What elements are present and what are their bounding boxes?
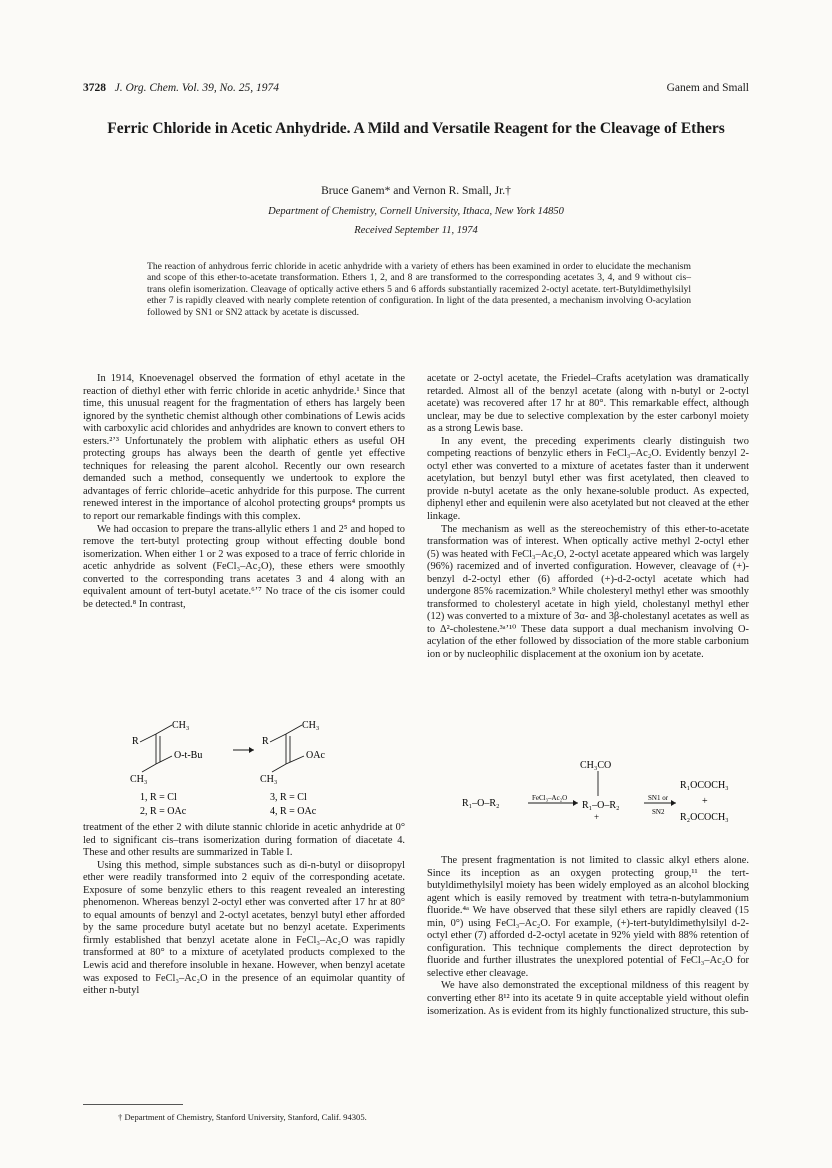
methyl-label: CH₃ xyxy=(172,720,190,731)
arrow-head xyxy=(573,800,578,806)
left-column-continued xyxy=(83,822,405,998)
compound-label-3: 3, R = Cl xyxy=(270,792,307,803)
article-title: Ferric Chloride in Acetic Anhydride. A Mild and Versatile Reagent for the Cleavage of Ethers xyxy=(107,120,725,137)
acetate-group-label: OAc xyxy=(306,750,325,761)
abstract: The reaction of anhydrous ferric chloride in acetic anhydride with a variety of ethers has been examined in order to elucidate the mechanism and scope of this ether-to-acetate transformation. Ethers 1, 2, and 8 are transformed to the corresponding acetates 3, 4, and 9 without cis–trans olefin isomerization. Cleavage of optically active ethers 5 and 6 affords substantially racemized 2-octyl acetate. tert-Butyldimethylsilyl ether 7 is rapidly cleaved with nearly complete retention of configuration. In light of the data presented, a mechanism involving O-acylation followed by SN1 or SN2 attack by acetate is discussed. xyxy=(147,261,691,318)
compound-label-1: 1, R = Cl xyxy=(140,792,177,803)
running-header xyxy=(83,82,749,98)
compound-label-4: 4, R = OAc xyxy=(270,806,317,817)
header-citation xyxy=(83,82,279,94)
r-group-label: R xyxy=(132,736,139,747)
structure-ether xyxy=(130,720,202,785)
plus-sign: + xyxy=(702,796,708,807)
product-acetate-1: R₁OCOCH₃ xyxy=(680,780,729,791)
structure-acetate xyxy=(260,720,325,785)
scheme-allylic-ethers xyxy=(130,720,370,818)
footnote: † Department of Chemistry, Stanford University, Stanford, Calif. 94305. xyxy=(118,1112,367,1122)
paragraph: We had occasion to prepare the trans-allylic ethers 1 and 2⁵ and hoped to remove the tert-butyl protecting group without effecting double bond isomerization. When either 1 or 2 was exposed to a trace of ferric chloride in acetic anhydride as solvent (FeCl₃–Ac₂O), these ethers were smoothly converted to the corresponding trans acetates 3 and 4 along with an equivalent amount of tert-butyl acetate.⁶ʼ⁷ No trace of the cis isomer could be detected.⁸ In contrast, xyxy=(83,523,405,610)
pathway-label: SN1 or xyxy=(648,794,669,802)
paragraph: The present fragmentation is not limited to classic alkyl ethers alone. Since its inception as an oxygen protecting group,¹¹ the tert-butyldimethylsilyl moiety has been widely employed as an alcohol blocking agent which is easily removed by treatment with tetra-n-butylammonium fluoride.⁴ᵃ We have observed that these silyl ethers are rapidly cleaved (15 min, 0°) using FeCl₃–Ac₂O. For example, (+)-tert-butyldimethylsilyl d-2-octyl ether (7) afforded d-2-octyl acetate in 92% yield with 88% retention of configuration. This technique complements the direct deprotection by fluoride and further illustrates the unexplored potential of FeCl₃–Ac₂O for selective ether cleavage. xyxy=(427,855,749,979)
reagent-label: FeCl₃–Ac₂O xyxy=(532,794,568,802)
paragraph: treatment of the ether 2 with dilute stannic chloride in acetic anhydride at 0° led to significant cis–trans isomerization during formation of diacetate 4. These and other results are summarized in Table I. xyxy=(83,822,405,859)
affiliation: Department of Chemistry, Cornell University, Ithaca, New York 14850 xyxy=(268,206,564,217)
journal-name: J. Org. Chem. xyxy=(114,82,180,94)
footnote-divider xyxy=(83,1104,183,1105)
authors: Bruce Ganem* and Vernon R. Small, Jr.† xyxy=(321,185,511,197)
arrow-head xyxy=(671,800,676,806)
product-acetate-2: R₂OCOCH₃ xyxy=(680,812,729,823)
paragraph: In any event, the preceding experiments clearly distinguish two competing reactions of benzylic ethers in FeCl₃–Ac₂O. Evidently benzyl 2-octyl ether was converted to a mixture of acetates faster than it underwent acetylation, but benzyl butyl ether was first acetylated, then cleaved to provide n-butyl acetate as the only hexane-soluble product. As expected, diphenyl ether and equilenin were also acetylated but not cleaved at the ether linkage. xyxy=(427,435,749,523)
paragraph: In 1914, Knoevenagel observed the formation of ethyl acetate in the reaction of diethyl ether with ferric chloride in acetic anhydride.¹ Since that time, this unusual reagent for the fragmentation of ethers has largely been ignored by the synthetic chemist although other combinations of Lewis acids with carboxylic acid chlorides and anhydrides are known to convert ethers to esters.²ʼ³ Unfortunately the problem with aliphatic ethers as useful OH protecting groups has always been the dearth of gentle yet effective techniques for releasing the parent alcohol. Recently our own research demanded such a method, consequently we undertook to explore the advantages of ferric chloride–acetic anhydride for this purpose. The current renewed interest in the importance of alcohol protecting groups⁴ prompts us to report our remarkable findings with this complex. xyxy=(83,373,405,523)
running-authors: Ganem and Small xyxy=(666,82,749,94)
compound-label-2: 2, R = OAc xyxy=(140,806,187,817)
right-column-continued xyxy=(427,855,749,1018)
paragraph: We have also demonstrated the exceptional mildness of this reagent by converting ether 8¹² into its acetate 9 in quite acceptable yield without olefin isomerization. As is evident from its highly functionalized structure, this sub- xyxy=(427,980,749,1017)
methyl-label: CH₃ xyxy=(302,720,320,731)
r-group-label: R xyxy=(262,736,269,747)
scheme-mechanism xyxy=(462,758,762,838)
methyl-label: CH₃ xyxy=(130,774,148,785)
paragraph: Using this method, simple substances such as di-n-butyl or diisopropyl ether were readily transformed into 2 equiv of the corresponding acetate. Exposure of some benzylic ethers to this reagent revealed an interesting phenomenon. Whereas benzyl 2-octyl ether was converted after 17 hr at 80° to equal amounts of benzyl and 2-octyl acetates, benzyl butyl ether afforded by the same procedure butyl acetate but no benzyl acetate. Experiments firmly established that benzyl acetate alone in FeCl₃–Ac₂O was rapidly transformed at 80° to a mixture of acetylated products complexed to the Lewis acid and therefore insoluble in hexane. However, when benzyl acetate was exposed to FeCl₃–Ac₂O in the presence of an equimolar quantity of either n-butyl xyxy=(83,859,405,997)
oxonium-intermediate: R₁–O–R₂ xyxy=(582,800,620,811)
arrow-head xyxy=(249,747,254,753)
methyl-label: CH₃ xyxy=(260,774,278,785)
pathway-label: SN2 xyxy=(652,808,665,816)
ether-group-label: O-t-Bu xyxy=(174,750,203,761)
left-column xyxy=(83,373,405,611)
received-date: Received September 11, 1974 xyxy=(354,225,478,236)
acyl-group: CH₃CO xyxy=(580,760,612,771)
reactant-ether: R₁–O–R₂ xyxy=(462,798,500,809)
paragraph: The mechanism as well as the stereochemistry of this ether-to-acetate transformation was of interest. When optically active methyl 2-octyl ether (5) was heated with FeCl₃–Ac₂O, 2-octyl acetate appeared which was largely (96%) racemized and of inverted configuration. However, cleavage of (+)-benzyl d-2-octyl ether (6) afforded (+)-d-2-octyl acetate which had undergone 85% racemization.⁹ While cholesteryl methyl ether was smoothly transformed to cholesteryl acetate in high yield, cholestanyl methyl ether (12) was converted to a mixture of 3α- and 3β-cholestanyl acetates as well as to Δ²-cholestene.³ᵃʼ¹⁰ These data support a dual mechanism involving O-acylation of the ether followed by dissociation of the more stable carbonium ion or by nucleophilic displacement at the oxonium ion by acetate. xyxy=(427,523,749,661)
paragraph: acetate or 2-octyl acetate, the Friedel–Crafts acetylation was dramatically retarded. Almost all of the benzyl acetate (along with n-butyl or 2-octyl acetate) was recovered after 17 hr at 80°. This remarkable effect, although unclear, may be due to selective complexation by the ester carbonyl moiety as a strong Lewis base. xyxy=(427,373,749,435)
charge-label: + xyxy=(594,812,600,822)
volume-issue: Vol. 39, No. 25, 1974 xyxy=(181,82,280,94)
page-number: 3728 xyxy=(83,82,106,94)
right-column xyxy=(427,373,749,662)
